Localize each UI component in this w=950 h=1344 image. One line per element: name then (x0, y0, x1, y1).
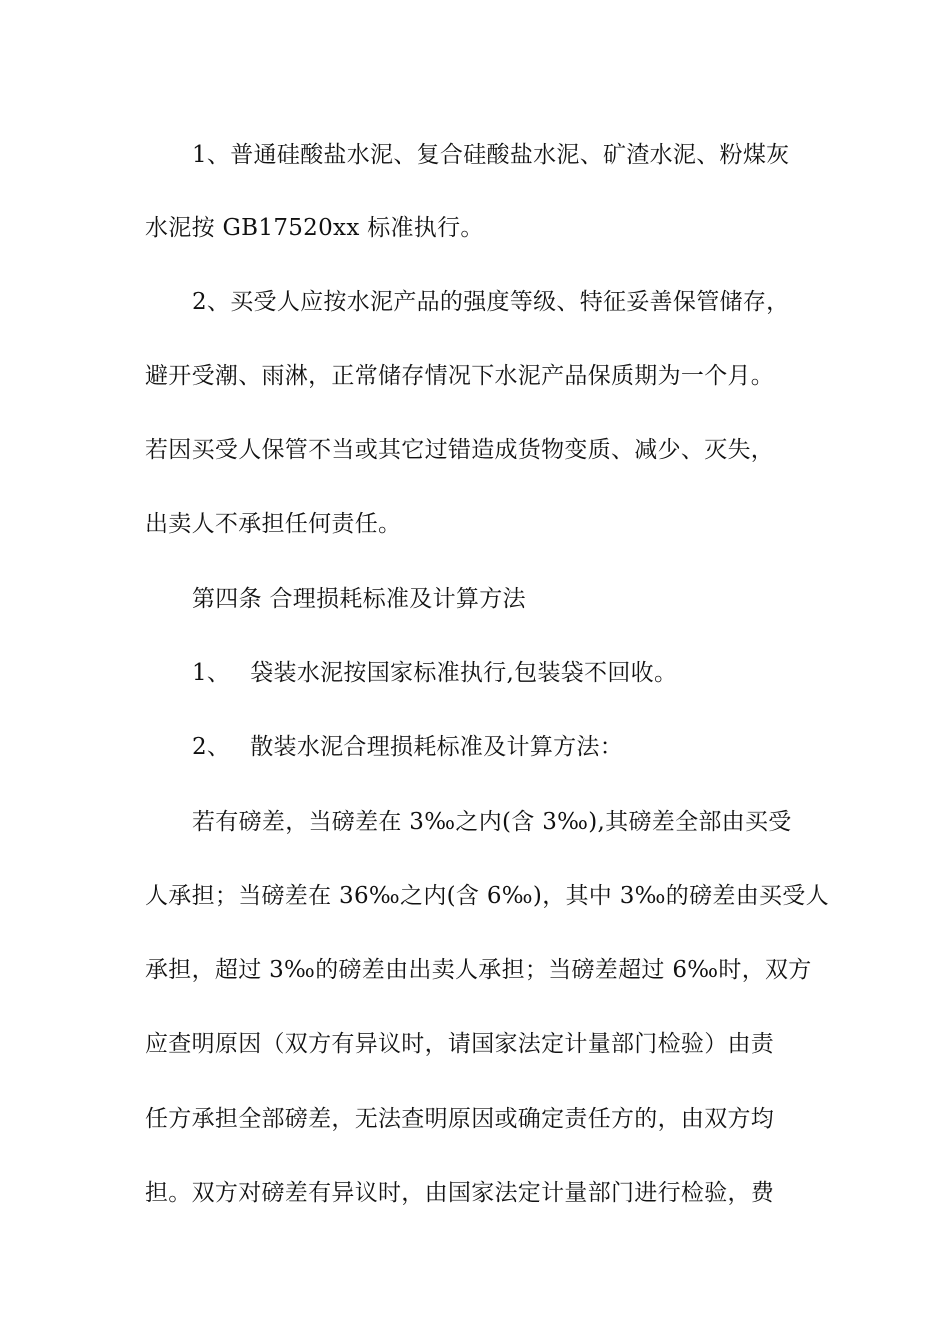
paragraph-2-line-2: 避开受潮、雨淋，正常储存情况下水泥产品保质期为一个月。 (145, 363, 775, 389)
list-item-1-number: 1、 (192, 660, 231, 686)
paragraph-1-line-2: 水泥按 GB17520xx 标准执行。 (145, 215, 484, 241)
list-item-2-number: 2、 (192, 734, 231, 760)
paragraph-2-line-1: 2、买受人应按水泥产品的强度等级、特征妥善保管储存， (192, 289, 790, 315)
paragraph-3-line-5: 任方承担全部磅差，无法查明原因或确定责任方的，由双方均 (145, 1106, 775, 1132)
article-4-heading: 第四条 合理损耗标准及计算方法 (192, 586, 526, 612)
paragraph-3-line-3: 承担，超过 3‰的磅差由出卖人承担；当磅差超过 6‰时，双方 (145, 957, 812, 983)
paragraph-3-line-6: 担。双方对磅差有异议时，由国家法定计量部门进行检验，费 (145, 1180, 775, 1206)
paragraph-2-line-3: 若因买受人保管不当或其它过错造成货物变质、减少、灭失， (145, 437, 775, 463)
list-item-1-text: 袋装水泥按国家标准执行,包装袋不回收。 (250, 660, 678, 686)
paragraph-1-line-1: 1、普通硅酸盐水泥、复合硅酸盐水泥、矿渣水泥、粉煤灰 (192, 142, 790, 168)
list-item-2-text: 散装水泥合理损耗标准及计算方法： (250, 734, 624, 760)
list-item-2 (192, 732, 623, 762)
paragraph-3-line-1: 若有磅差，当磅差在 3‰之内(含 3‰),其磅差全部由买受 (192, 809, 792, 835)
paragraph-2-line-4: 出卖人不承担任何责任。 (145, 511, 402, 537)
paragraph-3-line-4: 应查明原因（双方有异议时，请国家法定计量部门检验）由责 (145, 1031, 775, 1057)
list-item-1 (192, 658, 677, 688)
paragraph-3-line-2: 人承担；当磅差在 36‰之内(含 6‰)，其中 3‰的磅差由买受人 (145, 883, 829, 909)
